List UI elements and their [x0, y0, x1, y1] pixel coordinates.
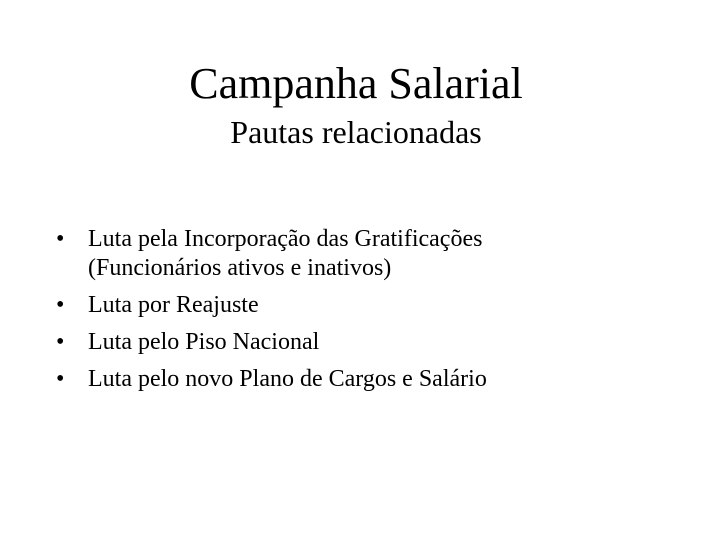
bullet-text: Luta pelo novo Plano de Cargos e Salário [88, 366, 487, 392]
slide-subtitle: Pautas relacionadas [230, 114, 482, 150]
bullet-icon: • [56, 366, 65, 392]
bullet-item-piso-nacional [56, 328, 696, 357]
bullet-item-plano-cargos [56, 365, 696, 394]
bullet-icon: • [56, 329, 65, 355]
bullet-icon: • [56, 292, 65, 318]
slide-title: Campanha Salarial [189, 59, 523, 108]
bullet-text-line-2: (Funcionários ativos e inativos) [88, 255, 392, 281]
bullet-icon: • [56, 226, 65, 252]
bullet-item-reajuste [56, 291, 696, 320]
bullet-text: Luta pelo Piso Nacional [88, 329, 320, 355]
bullet-text-line-1: Luta pela Incorporação das Gratificações [88, 226, 483, 252]
bullet-text: Luta por Reajuste [88, 292, 259, 318]
bullet-item-gratificacoes [56, 225, 696, 283]
bullet-list [56, 225, 696, 402]
